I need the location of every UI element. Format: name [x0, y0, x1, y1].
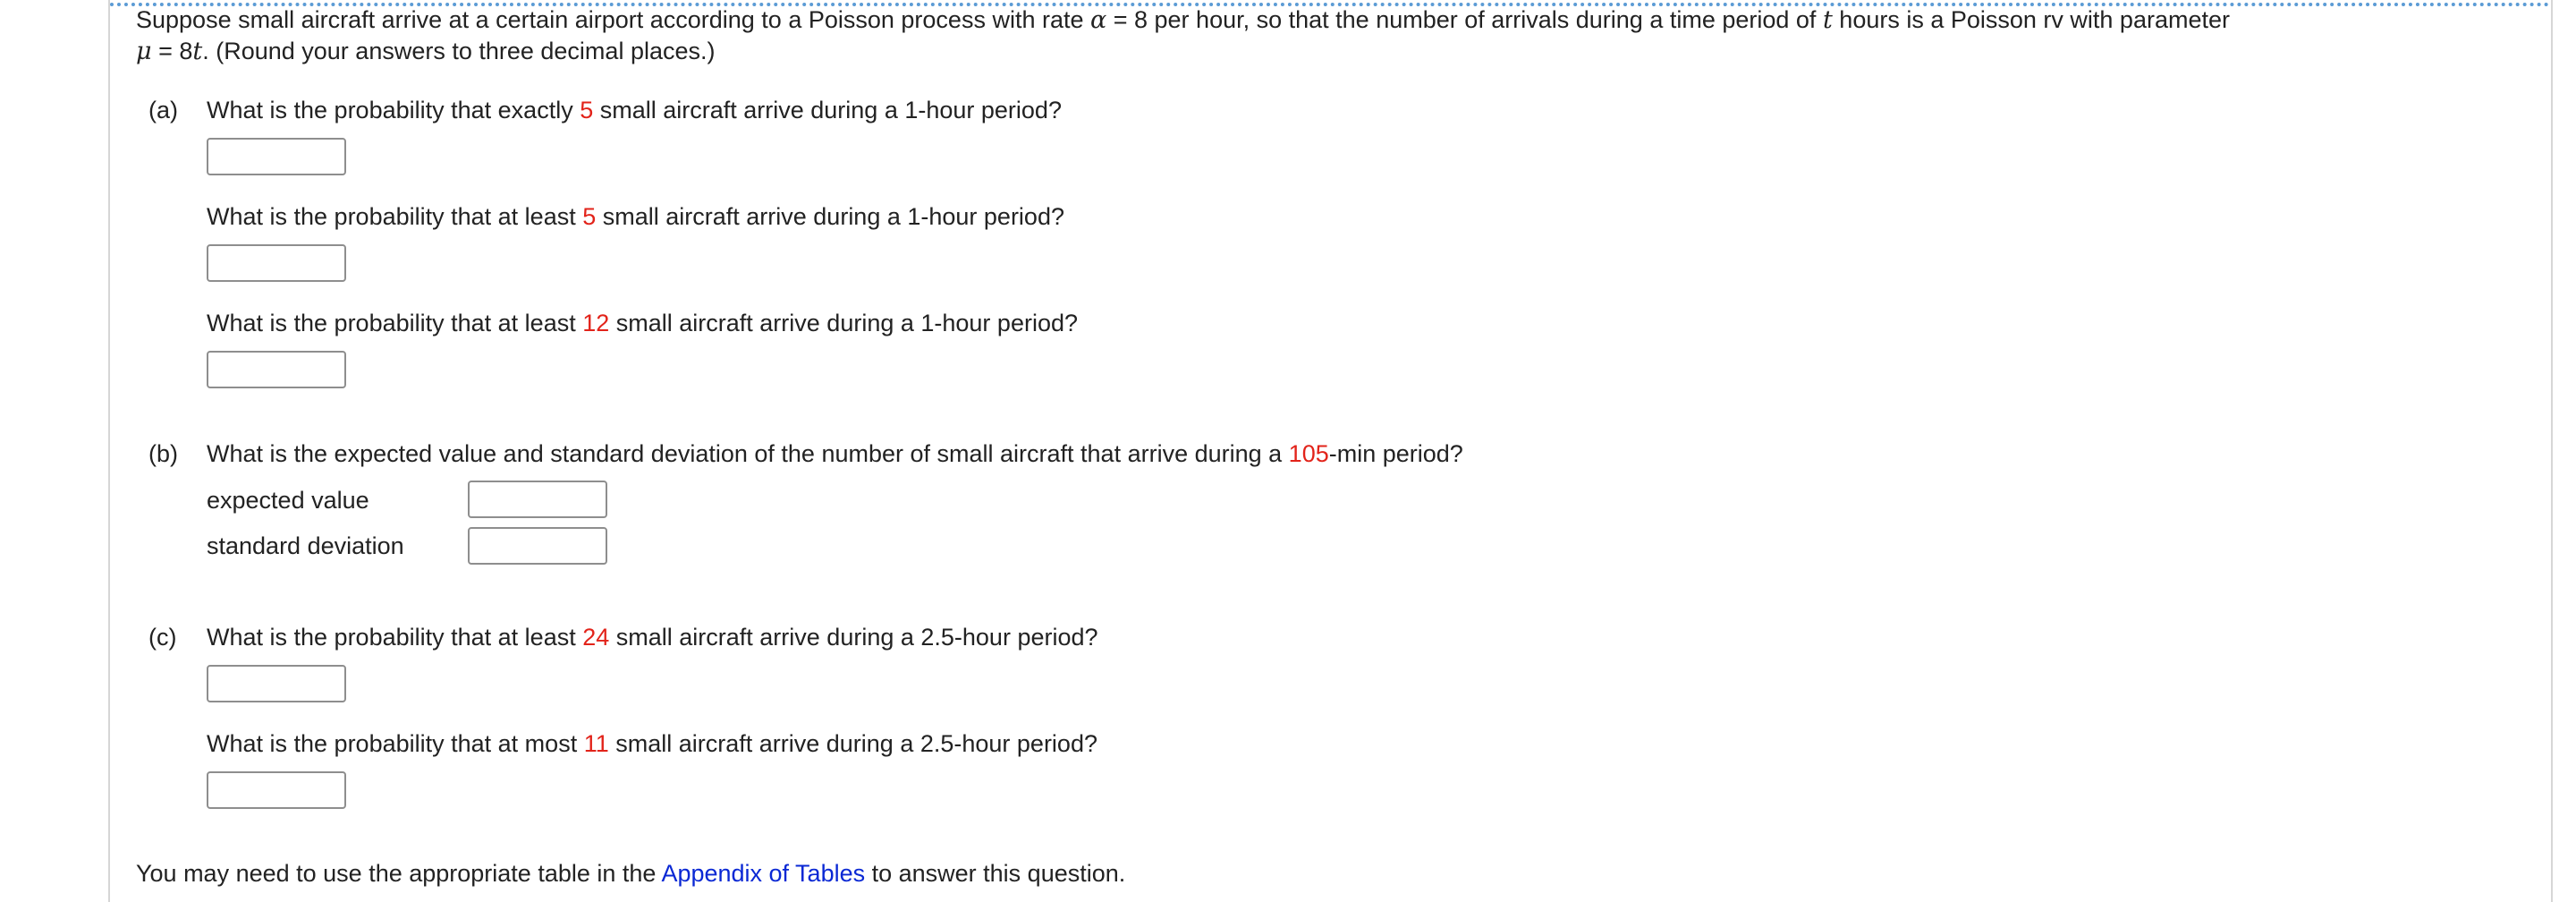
highlight-number: 12 — [582, 310, 610, 336]
expected-value-input[interactable] — [468, 481, 607, 518]
t-symbol: t — [1822, 6, 1833, 34]
answer-a2-input[interactable] — [207, 244, 346, 282]
part-a-question-1 — [207, 98, 1062, 123]
question-text: small aircraft arrive during a 2.5-hour period? — [609, 624, 1098, 651]
footer-text: to answer this question. — [865, 860, 1126, 887]
intro-text-5: . (Round your answers to three decimal places.) — [202, 38, 716, 64]
footer-note — [136, 862, 1125, 886]
part-c-label: (c) — [148, 624, 177, 651]
question-text: small aircraft arrive during a 2.5-hour period? — [608, 730, 1097, 757]
part-a-question-2 — [207, 205, 1064, 229]
question-text: What is the probability that at least — [207, 203, 583, 230]
question-text: What is the probability that at most — [207, 730, 584, 757]
t-symbol-2: t — [192, 38, 203, 65]
expected-value-label: expected value — [207, 487, 369, 514]
highlight-number: 11 — [583, 730, 609, 757]
question-text: What is the probability that exactly — [207, 97, 580, 123]
part-a-question-3 — [207, 311, 1078, 336]
mu-symbol: μ — [136, 38, 152, 65]
highlight-number: 24 — [582, 624, 610, 651]
intro-text-4: = 8 — [151, 38, 193, 64]
part-b-label: (b) — [148, 440, 178, 467]
question-text: What is the probability that at least — [207, 624, 583, 651]
answer-a1-input[interactable] — [207, 138, 346, 175]
part-c-question-2 — [207, 732, 1097, 756]
answer-c2-input[interactable] — [207, 771, 346, 809]
highlight-number: 105 — [1288, 440, 1329, 467]
standard-deviation-input[interactable] — [468, 527, 607, 565]
alpha-symbol: α — [1090, 6, 1107, 34]
question-text: small aircraft arrive during a 1-hour period? — [609, 310, 1078, 336]
question-text: -min period? — [1328, 440, 1463, 467]
intro-line-2 — [136, 39, 715, 64]
part-c-question-1 — [207, 625, 1098, 650]
question-text: small aircraft arrive during a 1-hour period? — [593, 97, 1062, 123]
footer-text: You may need to use the appropriate table in the — [136, 860, 662, 887]
answer-c1-input[interactable] — [207, 665, 346, 702]
highlight-number: 5 — [582, 203, 597, 230]
intro-text-2: = 8 per hour, so that the number of arrivals during a time period of — [1106, 6, 1823, 33]
intro-text-1: Suppose small aircraft arrive at a certain airport according to a Poisson process with rate — [136, 6, 1090, 33]
question-text: small aircraft arrive during a 1-hour period? — [596, 203, 1064, 230]
intro-text-3: hours is a Poisson rv with parameter — [1832, 6, 2230, 33]
intro-line-1 — [136, 8, 2230, 32]
part-a-label: (a) — [148, 97, 178, 123]
part-b-question — [207, 442, 1463, 466]
standard-deviation-label: standard deviation — [207, 532, 404, 559]
question-text: What is the probability that at least — [207, 310, 583, 336]
highlight-number: 5 — [580, 97, 594, 123]
answer-a3-input[interactable] — [207, 351, 346, 388]
appendix-of-tables-link[interactable]: Appendix of Tables — [661, 860, 866, 887]
question-text: What is the expected value and standard deviation of the number of small aircraft that arrive during a — [207, 440, 1289, 467]
